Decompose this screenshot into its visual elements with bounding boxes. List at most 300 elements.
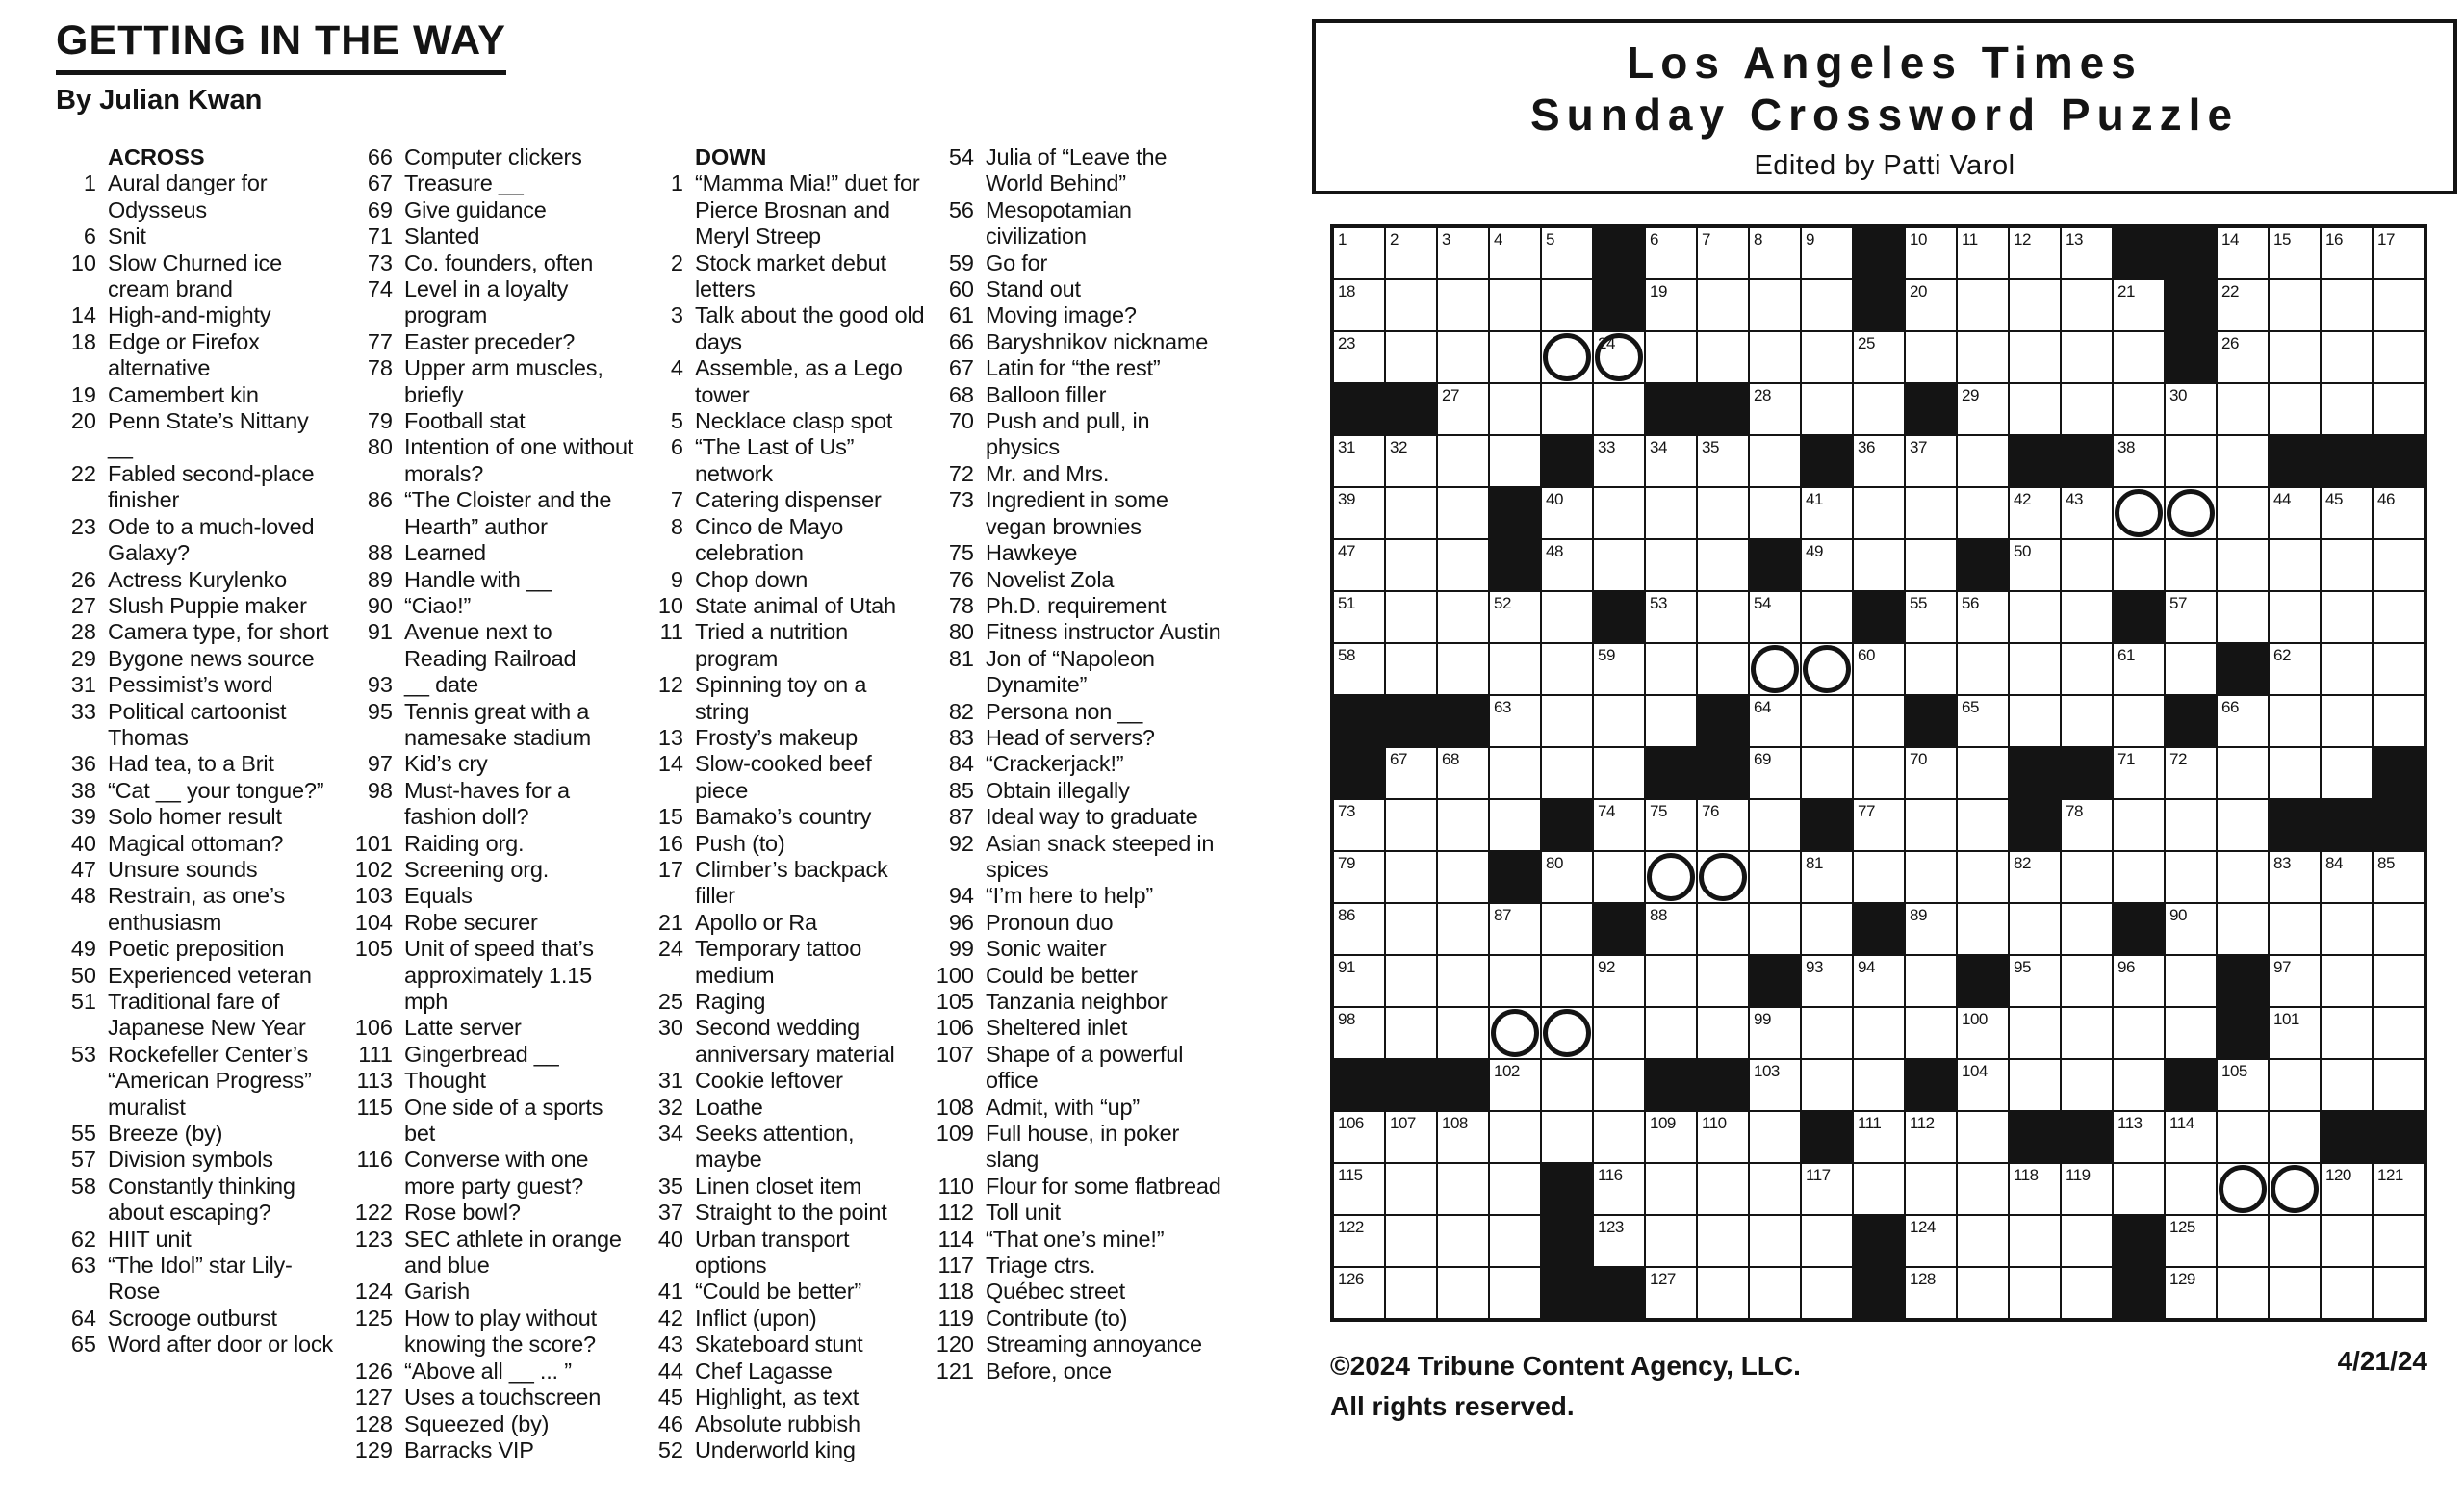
grid-cell[interactable] bbox=[1958, 332, 2008, 382]
grid-cell[interactable] bbox=[1386, 1008, 1436, 1058]
grid-cell[interactable] bbox=[1802, 384, 1852, 434]
grid-cell[interactable] bbox=[2166, 644, 2216, 694]
grid-cell[interactable] bbox=[1750, 1008, 1800, 1058]
grid-cell[interactable] bbox=[1802, 1008, 1852, 1058]
grid-cell[interactable] bbox=[1646, 228, 1696, 278]
grid-cell[interactable] bbox=[1490, 748, 1540, 798]
grid-cell[interactable] bbox=[1438, 1008, 1488, 1058]
grid-cell[interactable] bbox=[1646, 332, 1696, 382]
grid-cell[interactable] bbox=[2322, 644, 2372, 694]
grid-cell[interactable] bbox=[2270, 1112, 2320, 1162]
grid-cell[interactable] bbox=[1594, 1164, 1644, 1214]
grid-cell[interactable] bbox=[1542, 904, 1592, 954]
grid-cell[interactable] bbox=[2270, 644, 2320, 694]
grid-cell[interactable] bbox=[2166, 384, 2216, 434]
grid-cell[interactable] bbox=[1542, 332, 1592, 382]
grid-cell[interactable] bbox=[1386, 904, 1436, 954]
grid-cell[interactable] bbox=[1386, 228, 1436, 278]
grid-cell[interactable] bbox=[1594, 644, 1644, 694]
grid-cell[interactable] bbox=[2270, 904, 2320, 954]
grid-cell[interactable] bbox=[1750, 904, 1800, 954]
grid-cell[interactable] bbox=[1594, 1112, 1644, 1162]
grid-cell[interactable] bbox=[1854, 436, 1904, 486]
grid-cell[interactable] bbox=[2114, 436, 2164, 486]
grid-cell[interactable] bbox=[1906, 1216, 1956, 1266]
grid-cell[interactable] bbox=[2322, 748, 2372, 798]
grid-cell[interactable] bbox=[1594, 540, 1644, 590]
grid-cell[interactable] bbox=[1542, 384, 1592, 434]
grid-cell[interactable] bbox=[1802, 1268, 1852, 1318]
grid-cell[interactable] bbox=[1542, 592, 1592, 642]
grid-cell[interactable] bbox=[1646, 852, 1696, 902]
grid-cell[interactable] bbox=[1490, 1008, 1540, 1058]
grid-cell[interactable] bbox=[1906, 540, 1956, 590]
grid-cell[interactable] bbox=[1698, 956, 1748, 1006]
grid-cell[interactable] bbox=[1594, 488, 1644, 538]
grid-cell[interactable] bbox=[1854, 800, 1904, 850]
grid-cell[interactable] bbox=[2062, 1008, 2112, 1058]
grid-cell[interactable] bbox=[1386, 592, 1436, 642]
grid-cell[interactable] bbox=[1334, 1268, 1384, 1318]
grid-cell[interactable] bbox=[1854, 332, 1904, 382]
grid-cell[interactable] bbox=[1698, 592, 1748, 642]
grid-cell[interactable] bbox=[2062, 800, 2112, 850]
grid-cell[interactable] bbox=[1386, 1216, 1436, 1266]
grid-cell[interactable] bbox=[2010, 644, 2060, 694]
grid-cell[interactable] bbox=[1906, 592, 1956, 642]
grid-cell[interactable] bbox=[2374, 1060, 2424, 1110]
grid-cell[interactable] bbox=[1438, 488, 1488, 538]
grid-cell[interactable] bbox=[1542, 1008, 1592, 1058]
grid-cell[interactable] bbox=[1906, 904, 1956, 954]
grid-cell[interactable] bbox=[2114, 852, 2164, 902]
grid-cell[interactable] bbox=[2062, 332, 2112, 382]
grid-cell[interactable] bbox=[1750, 1268, 1800, 1318]
grid-cell[interactable] bbox=[1698, 332, 1748, 382]
grid-cell[interactable] bbox=[2374, 488, 2424, 538]
grid-cell[interactable] bbox=[2114, 332, 2164, 382]
grid-cell[interactable] bbox=[1646, 1216, 1696, 1266]
grid-cell[interactable] bbox=[1698, 1164, 1748, 1214]
grid-cell[interactable] bbox=[1386, 488, 1436, 538]
grid-cell[interactable] bbox=[2010, 228, 2060, 278]
grid-cell[interactable] bbox=[1334, 956, 1384, 1006]
grid-cell[interactable] bbox=[1698, 644, 1748, 694]
grid-cell[interactable] bbox=[1854, 384, 1904, 434]
grid-cell[interactable] bbox=[1750, 1164, 1800, 1214]
grid-cell[interactable] bbox=[2010, 332, 2060, 382]
grid-cell[interactable] bbox=[1906, 228, 1956, 278]
grid-cell[interactable] bbox=[2114, 1008, 2164, 1058]
grid-cell[interactable] bbox=[2374, 696, 2424, 746]
grid-cell[interactable] bbox=[1750, 1112, 1800, 1162]
grid-cell[interactable] bbox=[2218, 332, 2268, 382]
grid-cell[interactable] bbox=[1906, 748, 1956, 798]
grid-cell[interactable] bbox=[1802, 228, 1852, 278]
grid-cell[interactable] bbox=[1542, 280, 1592, 330]
grid-cell[interactable] bbox=[1802, 852, 1852, 902]
grid-cell[interactable] bbox=[2166, 956, 2216, 1006]
grid-cell[interactable] bbox=[2270, 852, 2320, 902]
grid-cell[interactable] bbox=[2010, 696, 2060, 746]
grid-cell[interactable] bbox=[1646, 592, 1696, 642]
grid-cell[interactable] bbox=[1958, 748, 2008, 798]
grid-cell[interactable] bbox=[2166, 488, 2216, 538]
grid-cell[interactable] bbox=[2218, 228, 2268, 278]
grid-cell[interactable] bbox=[1542, 1060, 1592, 1110]
grid-cell[interactable] bbox=[2270, 332, 2320, 382]
grid-cell[interactable] bbox=[1750, 800, 1800, 850]
grid-cell[interactable] bbox=[1646, 1268, 1696, 1318]
grid-cell[interactable] bbox=[2010, 280, 2060, 330]
grid-cell[interactable] bbox=[1802, 1216, 1852, 1266]
grid-cell[interactable] bbox=[2062, 228, 2112, 278]
grid-cell[interactable] bbox=[2270, 1060, 2320, 1110]
grid-cell[interactable] bbox=[2166, 904, 2216, 954]
grid-cell[interactable] bbox=[2322, 904, 2372, 954]
grid-cell[interactable] bbox=[1438, 1164, 1488, 1214]
grid-cell[interactable] bbox=[1854, 1112, 1904, 1162]
grid-cell[interactable] bbox=[2062, 384, 2112, 434]
grid-cell[interactable] bbox=[2166, 436, 2216, 486]
grid-cell[interactable] bbox=[2114, 800, 2164, 850]
grid-cell[interactable] bbox=[1334, 1112, 1384, 1162]
grid-cell[interactable] bbox=[2374, 384, 2424, 434]
grid-cell[interactable] bbox=[1906, 1164, 1956, 1214]
grid-cell[interactable] bbox=[2114, 696, 2164, 746]
grid-cell[interactable] bbox=[2218, 280, 2268, 330]
grid-cell[interactable] bbox=[2322, 1216, 2372, 1266]
grid-cell[interactable] bbox=[1906, 956, 1956, 1006]
grid-cell[interactable] bbox=[1698, 904, 1748, 954]
grid-cell[interactable] bbox=[1958, 904, 2008, 954]
grid-cell[interactable] bbox=[1594, 1216, 1644, 1266]
grid-cell[interactable] bbox=[2010, 384, 2060, 434]
grid-cell[interactable] bbox=[1958, 1216, 2008, 1266]
grid-cell[interactable] bbox=[2114, 748, 2164, 798]
grid-cell[interactable] bbox=[1854, 1008, 1904, 1058]
grid-cell[interactable] bbox=[1958, 800, 2008, 850]
grid-cell[interactable] bbox=[1542, 1112, 1592, 1162]
grid-cell[interactable] bbox=[1646, 488, 1696, 538]
grid-cell[interactable] bbox=[2010, 1164, 2060, 1214]
grid-cell[interactable] bbox=[1906, 1112, 1956, 1162]
grid-cell[interactable] bbox=[2374, 904, 2424, 954]
grid-cell[interactable] bbox=[1438, 800, 1488, 850]
grid-cell[interactable] bbox=[1594, 696, 1644, 746]
grid-cell[interactable] bbox=[1958, 384, 2008, 434]
grid-cell[interactable] bbox=[1906, 280, 1956, 330]
grid-cell[interactable] bbox=[1646, 1112, 1696, 1162]
grid-cell[interactable] bbox=[1750, 852, 1800, 902]
grid-cell[interactable] bbox=[2374, 1008, 2424, 1058]
grid-cell[interactable] bbox=[1542, 696, 1592, 746]
grid-cell[interactable] bbox=[2062, 644, 2112, 694]
grid-cell[interactable] bbox=[1802, 332, 1852, 382]
grid-cell[interactable] bbox=[1594, 384, 1644, 434]
grid-cell[interactable] bbox=[2166, 1112, 2216, 1162]
grid-cell[interactable] bbox=[1490, 384, 1540, 434]
grid-cell[interactable] bbox=[2062, 852, 2112, 902]
grid-cell[interactable] bbox=[2062, 280, 2112, 330]
grid-cell[interactable] bbox=[2218, 436, 2268, 486]
grid-cell[interactable] bbox=[2010, 1268, 2060, 1318]
grid-cell[interactable] bbox=[1334, 904, 1384, 954]
grid-cell[interactable] bbox=[1386, 332, 1436, 382]
grid-cell[interactable] bbox=[2374, 280, 2424, 330]
grid-cell[interactable] bbox=[2322, 696, 2372, 746]
grid-cell[interactable] bbox=[1386, 1112, 1436, 1162]
grid-cell[interactable] bbox=[2114, 644, 2164, 694]
grid-cell[interactable] bbox=[1438, 592, 1488, 642]
grid-cell[interactable] bbox=[2218, 904, 2268, 954]
grid-cell[interactable] bbox=[2218, 748, 2268, 798]
grid-cell[interactable] bbox=[1438, 1268, 1488, 1318]
grid-cell[interactable] bbox=[2062, 1216, 2112, 1266]
grid-cell[interactable] bbox=[2166, 852, 2216, 902]
grid-cell[interactable] bbox=[2166, 1216, 2216, 1266]
grid-cell[interactable] bbox=[1854, 852, 1904, 902]
grid-cell[interactable] bbox=[1802, 748, 1852, 798]
grid-cell[interactable] bbox=[2010, 852, 2060, 902]
grid-cell[interactable] bbox=[1646, 800, 1696, 850]
grid-cell[interactable] bbox=[2374, 332, 2424, 382]
grid-cell[interactable] bbox=[2062, 540, 2112, 590]
grid-cell[interactable] bbox=[1334, 800, 1384, 850]
grid-cell[interactable] bbox=[1646, 540, 1696, 590]
grid-cell[interactable] bbox=[1750, 592, 1800, 642]
grid-cell[interactable] bbox=[1438, 1112, 1488, 1162]
grid-cell[interactable] bbox=[1490, 1216, 1540, 1266]
grid-cell[interactable] bbox=[2218, 1216, 2268, 1266]
grid-cell[interactable] bbox=[1750, 1216, 1800, 1266]
grid-cell[interactable] bbox=[2270, 1216, 2320, 1266]
grid-cell[interactable] bbox=[2270, 1164, 2320, 1214]
grid-cell[interactable] bbox=[1646, 696, 1696, 746]
grid-cell[interactable] bbox=[1438, 384, 1488, 434]
grid-cell[interactable] bbox=[1750, 644, 1800, 694]
grid-cell[interactable] bbox=[1438, 436, 1488, 486]
grid-cell[interactable] bbox=[1490, 904, 1540, 954]
grid-cell[interactable] bbox=[1334, 1216, 1384, 1266]
grid-cell[interactable] bbox=[1750, 488, 1800, 538]
grid-cell[interactable] bbox=[1698, 436, 1748, 486]
grid-cell[interactable] bbox=[2270, 488, 2320, 538]
grid-cell[interactable] bbox=[2062, 1268, 2112, 1318]
grid-cell[interactable] bbox=[2218, 852, 2268, 902]
grid-cell[interactable] bbox=[1646, 956, 1696, 1006]
grid-cell[interactable] bbox=[2374, 956, 2424, 1006]
grid-cell[interactable] bbox=[2374, 1216, 2424, 1266]
grid-cell[interactable] bbox=[1542, 228, 1592, 278]
grid-cell[interactable] bbox=[1906, 852, 1956, 902]
grid-cell[interactable] bbox=[1698, 1216, 1748, 1266]
grid-cell[interactable] bbox=[2062, 696, 2112, 746]
grid-cell[interactable] bbox=[1334, 540, 1384, 590]
grid-cell[interactable] bbox=[1906, 488, 1956, 538]
grid-cell[interactable] bbox=[2166, 592, 2216, 642]
grid-cell[interactable] bbox=[2218, 1112, 2268, 1162]
grid-cell[interactable] bbox=[2114, 1164, 2164, 1214]
grid-cell[interactable] bbox=[1906, 644, 1956, 694]
grid-cell[interactable] bbox=[1698, 1008, 1748, 1058]
grid-cell[interactable] bbox=[2270, 696, 2320, 746]
grid-cell[interactable] bbox=[2322, 228, 2372, 278]
grid-cell[interactable] bbox=[1646, 1008, 1696, 1058]
grid-cell[interactable] bbox=[1542, 956, 1592, 1006]
grid-cell[interactable] bbox=[2166, 748, 2216, 798]
grid-cell[interactable] bbox=[1750, 280, 1800, 330]
grid-cell[interactable] bbox=[1490, 696, 1540, 746]
grid-cell[interactable] bbox=[1802, 1164, 1852, 1214]
grid-cell[interactable] bbox=[1802, 904, 1852, 954]
grid-cell[interactable] bbox=[2062, 1060, 2112, 1110]
grid-cell[interactable] bbox=[1698, 488, 1748, 538]
grid-cell[interactable] bbox=[2322, 280, 2372, 330]
grid-cell[interactable] bbox=[1490, 1164, 1540, 1214]
grid-cell[interactable] bbox=[1750, 696, 1800, 746]
grid-cell[interactable] bbox=[2270, 748, 2320, 798]
grid-cell[interactable] bbox=[1958, 1268, 2008, 1318]
grid-cell[interactable] bbox=[2062, 592, 2112, 642]
grid-cell[interactable] bbox=[1958, 1008, 2008, 1058]
grid-cell[interactable] bbox=[2062, 1164, 2112, 1214]
grid-cell[interactable] bbox=[1594, 1008, 1644, 1058]
grid-cell[interactable] bbox=[2010, 904, 2060, 954]
grid-cell[interactable] bbox=[2166, 800, 2216, 850]
grid-cell[interactable] bbox=[2166, 1008, 2216, 1058]
grid-cell[interactable] bbox=[1802, 488, 1852, 538]
grid-cell[interactable] bbox=[1906, 332, 1956, 382]
grid-cell[interactable] bbox=[2062, 488, 2112, 538]
grid-cell[interactable] bbox=[2114, 488, 2164, 538]
grid-cell[interactable] bbox=[2218, 800, 2268, 850]
grid-cell[interactable] bbox=[2218, 540, 2268, 590]
grid-cell[interactable] bbox=[2270, 592, 2320, 642]
grid-cell[interactable] bbox=[1490, 1112, 1540, 1162]
grid-cell[interactable] bbox=[2374, 592, 2424, 642]
grid-cell[interactable] bbox=[2322, 592, 2372, 642]
grid-cell[interactable] bbox=[2322, 384, 2372, 434]
grid-cell[interactable] bbox=[2010, 1216, 2060, 1266]
grid-cell[interactable] bbox=[1906, 800, 1956, 850]
grid-cell[interactable] bbox=[1386, 540, 1436, 590]
grid-cell[interactable] bbox=[2374, 1164, 2424, 1214]
grid-cell[interactable] bbox=[1906, 436, 1956, 486]
grid-cell[interactable] bbox=[1334, 592, 1384, 642]
grid-cell[interactable] bbox=[2270, 228, 2320, 278]
grid-cell[interactable] bbox=[2270, 1008, 2320, 1058]
grid-cell[interactable] bbox=[1438, 1216, 1488, 1266]
grid-cell[interactable] bbox=[1750, 332, 1800, 382]
grid-cell[interactable] bbox=[1802, 1060, 1852, 1110]
grid-cell[interactable] bbox=[2322, 332, 2372, 382]
grid-cell[interactable] bbox=[2114, 384, 2164, 434]
grid-cell[interactable] bbox=[1646, 1164, 1696, 1214]
grid-cell[interactable] bbox=[1438, 956, 1488, 1006]
grid-cell[interactable] bbox=[1594, 1060, 1644, 1110]
grid-cell[interactable] bbox=[1802, 956, 1852, 1006]
grid-cell[interactable] bbox=[2218, 592, 2268, 642]
grid-cell[interactable] bbox=[2322, 1008, 2372, 1058]
grid-cell[interactable] bbox=[1542, 852, 1592, 902]
grid-cell[interactable] bbox=[1906, 1268, 1956, 1318]
grid-cell[interactable] bbox=[1958, 1164, 2008, 1214]
grid-cell[interactable] bbox=[1594, 436, 1644, 486]
grid-cell[interactable] bbox=[2010, 488, 2060, 538]
grid-cell[interactable] bbox=[1334, 488, 1384, 538]
grid-cell[interactable] bbox=[1854, 696, 1904, 746]
grid-cell[interactable] bbox=[1334, 852, 1384, 902]
grid-cell[interactable] bbox=[1542, 488, 1592, 538]
grid-cell[interactable] bbox=[2166, 1164, 2216, 1214]
grid-cell[interactable] bbox=[2374, 1268, 2424, 1318]
grid-cell[interactable] bbox=[2218, 488, 2268, 538]
grid-cell[interactable] bbox=[2270, 956, 2320, 1006]
grid-cell[interactable] bbox=[1750, 748, 1800, 798]
grid-cell[interactable] bbox=[2270, 540, 2320, 590]
grid-cell[interactable] bbox=[1438, 280, 1488, 330]
grid-cell[interactable] bbox=[1958, 436, 2008, 486]
grid-cell[interactable] bbox=[2322, 852, 2372, 902]
grid-cell[interactable] bbox=[1438, 904, 1488, 954]
grid-cell[interactable] bbox=[1854, 488, 1904, 538]
grid-cell[interactable] bbox=[1958, 228, 2008, 278]
grid-cell[interactable] bbox=[1438, 852, 1488, 902]
grid-cell[interactable] bbox=[1594, 332, 1644, 382]
grid-cell[interactable] bbox=[1438, 748, 1488, 798]
grid-cell[interactable] bbox=[2114, 1060, 2164, 1110]
grid-cell[interactable] bbox=[2270, 1268, 2320, 1318]
grid-cell[interactable] bbox=[2218, 1060, 2268, 1110]
grid-cell[interactable] bbox=[1334, 332, 1384, 382]
grid-cell[interactable] bbox=[1698, 1112, 1748, 1162]
grid-cell[interactable] bbox=[1386, 436, 1436, 486]
grid-cell[interactable] bbox=[1334, 1008, 1384, 1058]
grid-cell[interactable] bbox=[1386, 1268, 1436, 1318]
grid-cell[interactable] bbox=[1698, 852, 1748, 902]
grid-cell[interactable] bbox=[2218, 1268, 2268, 1318]
grid-cell[interactable] bbox=[1802, 540, 1852, 590]
grid-cell[interactable] bbox=[2218, 696, 2268, 746]
grid-cell[interactable] bbox=[1490, 436, 1540, 486]
grid-cell[interactable] bbox=[1438, 228, 1488, 278]
grid-cell[interactable] bbox=[1438, 332, 1488, 382]
grid-cell[interactable] bbox=[1958, 1112, 2008, 1162]
grid-cell[interactable] bbox=[1802, 280, 1852, 330]
grid-cell[interactable] bbox=[1750, 228, 1800, 278]
grid-cell[interactable] bbox=[2010, 540, 2060, 590]
grid-cell[interactable] bbox=[1958, 644, 2008, 694]
grid-cell[interactable] bbox=[2218, 384, 2268, 434]
grid-cell[interactable] bbox=[1334, 228, 1384, 278]
grid-cell[interactable] bbox=[1386, 852, 1436, 902]
grid-cell[interactable] bbox=[1386, 1164, 1436, 1214]
grid-cell[interactable] bbox=[1646, 280, 1696, 330]
grid-cell[interactable] bbox=[1958, 696, 2008, 746]
grid-cell[interactable] bbox=[2322, 956, 2372, 1006]
grid-cell[interactable] bbox=[1490, 332, 1540, 382]
grid-cell[interactable] bbox=[1854, 956, 1904, 1006]
grid-cell[interactable] bbox=[1750, 384, 1800, 434]
grid-cell[interactable] bbox=[1750, 436, 1800, 486]
grid-cell[interactable] bbox=[2114, 280, 2164, 330]
grid-cell[interactable] bbox=[2010, 1060, 2060, 1110]
grid-cell[interactable] bbox=[1646, 436, 1696, 486]
grid-cell[interactable] bbox=[1958, 1060, 2008, 1110]
grid-cell[interactable] bbox=[2114, 1112, 2164, 1162]
grid-cell[interactable] bbox=[1802, 644, 1852, 694]
